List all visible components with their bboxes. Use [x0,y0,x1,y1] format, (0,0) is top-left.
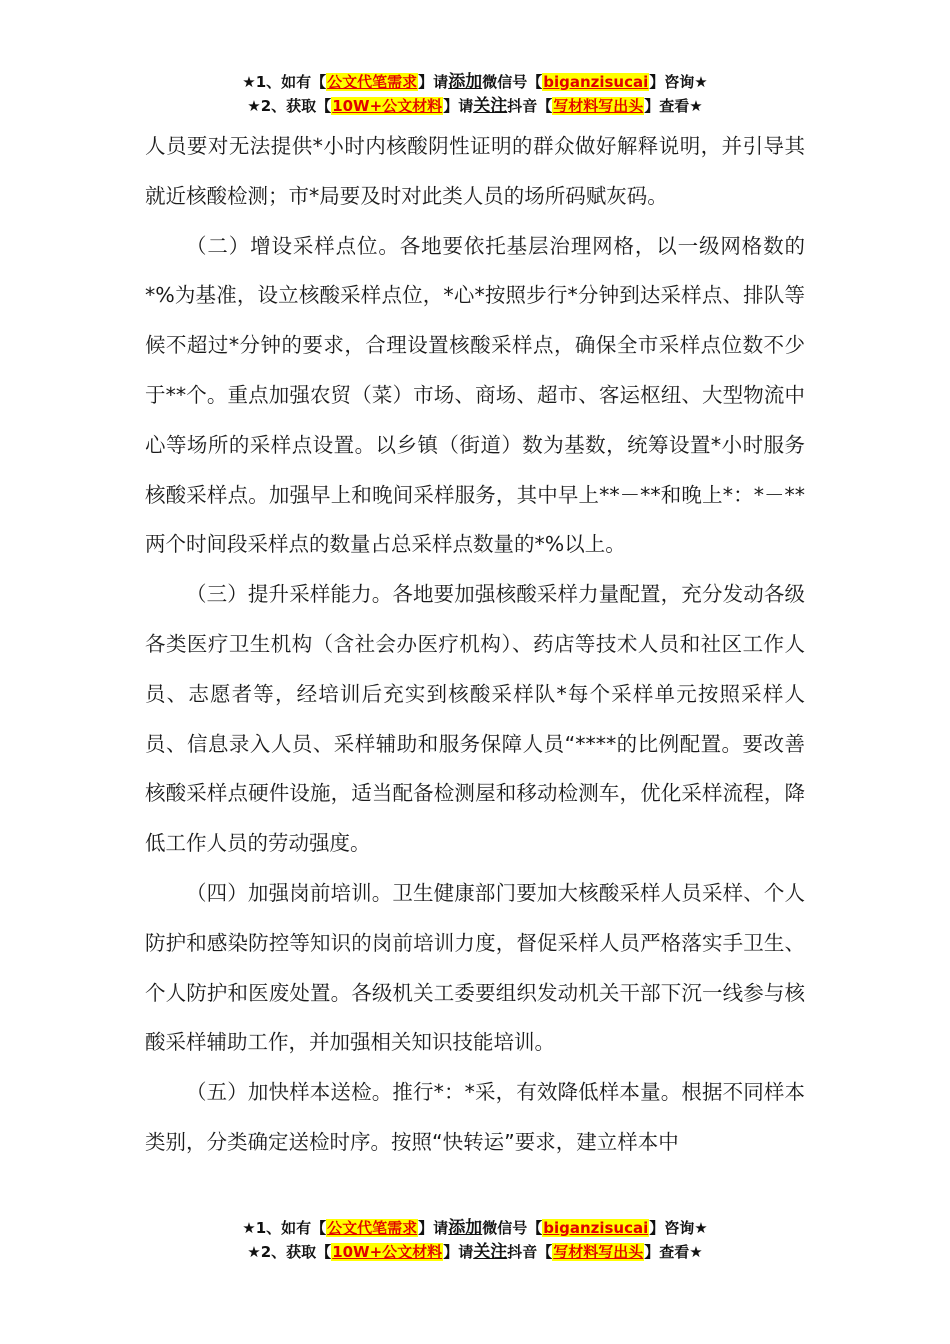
banner-line-2: ★2、获取【10W+公文材料】请关注抖音【写材料写出头】查看★ [247,1242,703,1262]
emphasis-text: 添加 [448,72,483,92]
paragraph-sampling-capacity: （三）提升采样能力。各地要加强核酸采样力量配置，充分发动各级各类医疗卫生机构（含社会办医疗机构）、药店等技术人员和社区工作人员、志愿者等，经培训后充实到核酸采样队*每个采样单元按照采样人员、信息录入人员、采样辅助和服务保障人员“****的比例配置。要改善核酸采样点硬件设施，适当配备检测屋和移动检测车，优化采样流程，降低工作人员的劳动强度。 [145,582,805,856]
banner-line-2: ★2、获取【10W+公文材料】请关注抖音【写材料写出头】查看★ [247,96,703,116]
emphasis-text: 关注 [473,1242,508,1262]
highlight-douyin-account: 写材料写出头 [553,1243,644,1261]
paragraph-sampling-points: （二）增设采样点位。各地要依托基层治理网格，以一级网格数的*%为基准，设立核酸采样点位，*心*按照步行*分钟到达采样点、排队等候不超过*分钟的要求，合理设置核酸采样点，确保全市采样点位数不少于**个。重点加强农贸（菜）市场、商场、超市、客运枢纽、大型物流中心等场所的采样点设置。以乡镇（街道）数为基数，统筹设置*小时服务核酸采样点。加强早上和晚间采样服务，其中早上**－**和晚上*：*－**两个时间段采样点的数量占总采样点数量的*%以上。 [145,233,805,557]
emphasis-text: 关注 [473,96,508,116]
highlight-wechat-id: biganzisucai [543,1219,649,1237]
paragraph-training: （四）加强岗前培训。卫生健康部门要加大核酸采样人员采样、个人防护和感染防控等知识的岗前培训力度，督促采样人员严格落实手卫生、个人防护和医废处置。各级机关工委要组织发动机关干部下沉一线参与核酸采样辅助工作，并加强相关知识技能培训。 [145,880,805,1055]
footer-banner [0,1216,950,1264]
highlight-materials: 10W+公文材料 [332,97,443,115]
banner-line-1: ★1、如有【公文代笔需求】请添加微信号【biganzisucai】咨询★ [242,1218,708,1238]
banner-line-1: ★1、如有【公文代笔需求】请添加微信号【biganzisucai】咨询★ [242,72,708,92]
highlight-materials: 10W+公文材料 [332,1243,443,1261]
document-body [145,122,805,1168]
highlight-douyin-account: 写材料写出头 [553,97,644,115]
highlight-service: 公文代笔需求 [327,73,418,91]
emphasis-text: 添加 [448,1218,483,1238]
paragraph-continuation: 人员要对无法提供*小时内核酸阴性证明的群众做好解释说明，并引导其就近核酸检测；市*局要及时对此类人员的场所码赋灰码。 [145,134,805,208]
highlight-wechat-id: biganzisucai [543,73,649,91]
paragraph-sample-delivery: （五）加快样本送检。推行*：*采，有效降低样本量。根据不同样本类别，分类确定送检时序。按照“快转运”要求，建立样本中 [145,1080,805,1154]
header-banner [0,70,950,118]
highlight-service: 公文代笔需求 [327,1219,418,1237]
